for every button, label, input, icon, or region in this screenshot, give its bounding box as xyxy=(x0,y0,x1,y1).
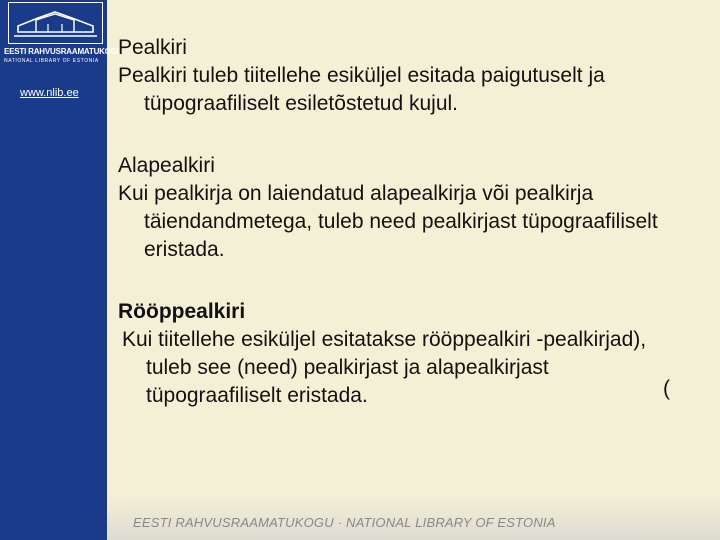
section-heading: Pealkiri xyxy=(118,36,187,59)
sidebar xyxy=(0,0,123,540)
library-building-icon xyxy=(8,2,103,44)
library-name-english: NATIONAL LIBRARY OF ESTONIA xyxy=(4,58,99,64)
section-heading: Alapealkiri xyxy=(118,154,215,177)
website-link[interactable]: www.nlib.ee xyxy=(20,87,79,99)
section-text: Pealkiri tuleb tiitellehe esiküljel esitada paigutuselt ja tüpograafiliselt esiletõstetud kujul. xyxy=(118,64,605,115)
section-alapealkiri xyxy=(118,152,688,264)
section-rooppealkiri xyxy=(118,298,688,410)
library-name: EESTI RAHVUSRAAMATUKOGU xyxy=(4,47,123,56)
stray-parenthesis: ( xyxy=(663,377,670,400)
slide-content xyxy=(118,34,688,444)
section-text: Kui pealkirja on laiendatud alapealkirja või pealkirja täiendandmetega, tuleb need pealkirjast tüpograafiliselt eristada. xyxy=(118,182,658,261)
library-building-logo xyxy=(8,2,103,44)
section-heading: Rööppealkiri xyxy=(118,300,246,323)
section-pealkiri xyxy=(118,34,688,118)
footer-text: EESTI RAHVUSRAAMATUKOGU · NATIONAL LIBRARY OF ESTONIA xyxy=(133,515,556,530)
section-text: Kui tiitellehe esiküljel esitatakse rööppealkiri -pealkirjad), tuleb see (need) pealkirjast ja alapealkirjast tüpograafiliselt eristada. xyxy=(122,328,647,407)
